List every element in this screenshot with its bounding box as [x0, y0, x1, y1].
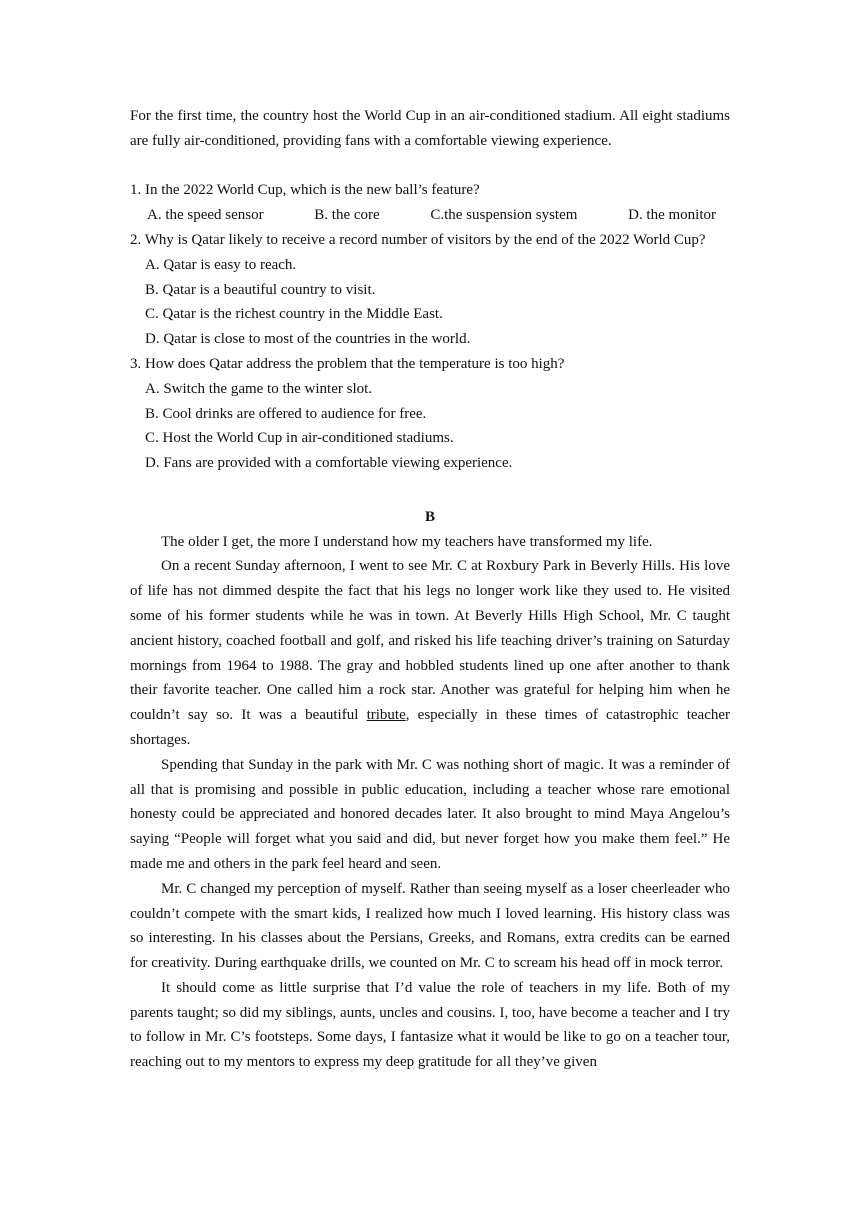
spacer [130, 154, 730, 179]
question-1-option-a: A. the speed sensor [147, 207, 264, 224]
question-1-option-b: B. the core [314, 207, 380, 224]
question-2-option-a: A. Qatar is easy to reach. [145, 256, 297, 273]
question-1-stem: 1. In the 2022 World Cup, which is the new ball’s feature? [130, 182, 480, 199]
question-2-option-d: D. Qatar is close to most of the countries in the world. [145, 331, 471, 348]
section-b-paragraph-5: It should come as little surprise that I’d value the role of teachers in my life. Both of my parents taught; so did my siblings, aunts, uncles and cousins. I, too, have become a teacher and I try to follow in Mr. C’s footsteps. Some days, I fantasize what it would be like to go on a teacher tour, reaching out to my mentors to express my deep gratitude for all they’ve given [130, 979, 730, 1071]
question-3-option-a: A. Switch the game to the winter slot. [145, 380, 373, 397]
section-b-paragraph-1: The older I get, the more I understand how my teachers have transformed my life. [161, 533, 653, 550]
question-3-option-d: D. Fans are provided with a comfortable viewing experience. [145, 455, 513, 472]
section-b-paragraph-3: Spending that Sunday in the park with Mr. C was nothing short of magic. It was a reminder of all that is promising and possible in public education, including a teacher whose rare emotional honesty could be appreciated and honored decades later. It also brought to mind Maya Angelou’s saying “People will forget what you said and did, but never forget how you make them feel.” He made me and others in the park feel heard and seen. [130, 756, 730, 872]
question-1-option-c: C.the suspension system [430, 207, 578, 224]
question-1-option-d: D. the monitor [628, 207, 716, 224]
passage-a-closing-paragraph: For the first time, the country host the World Cup in an air-conditioned stadium. All eight stadiums are fully air-conditioned, providing fans with a comfortable viewing experience. [130, 108, 730, 149]
question-1-options [130, 203, 730, 228]
document-body [130, 104, 730, 1075]
section-b-paragraph-4: Mr. C changed my perception of myself. Rather than seeing myself as a loser cheerleader who couldn’t compete with the smart kids, I realized how much I loved learning. His history class was so interesting. In his classes about the Persians, Greeks, and Romans, extra credits can be earned for creativity. During earthquake drills, we counted on Mr. C to scream his head off in mock terror. [130, 880, 730, 972]
underlined-word-tribute: tribute [366, 707, 406, 724]
question-3-option-c: C. Host the World Cup in air-conditioned stadiums. [145, 430, 454, 447]
spacer [130, 476, 730, 501]
paragraph-2-text-after: , especially in these times of catastrophic teacher shortages. [130, 707, 730, 748]
question-3-option-b: B. Cool drinks are offered to audience for free. [145, 405, 427, 422]
paragraph-2-text-before: On a recent Sunday afternoon, I went to see Mr. C at Roxbury Park in Beverly Hills. His love of life has not dimmed despite the fact that his legs no longer work like they used to. He visited some of his former students while he was in town. At Beverly Hills High School, Mr. C taught ancient history, coached football and golf, and risked his life teaching driver’s training on Saturday mornings from 1964 to 1988. The gray and hobbled students lined up one after another to thank their favorite teacher. One called him a rock star. Another was grateful for helping him when he couldn’t say so. It was a beautiful [130, 558, 730, 724]
section-b-heading: B [424, 508, 435, 525]
question-2-option-c: C. Qatar is the richest country in the Middle East. [145, 306, 443, 323]
question-3-stem: 3. How does Qatar address the problem that the temperature is too high? [130, 355, 565, 372]
question-2-stem: 2. Why is Qatar likely to receive a record number of visitors by the end of the 2022 World Cup? [130, 231, 706, 248]
section-b-paragraph-2 [130, 554, 730, 752]
question-2-option-b: B. Qatar is a beautiful country to visit. [145, 281, 376, 298]
